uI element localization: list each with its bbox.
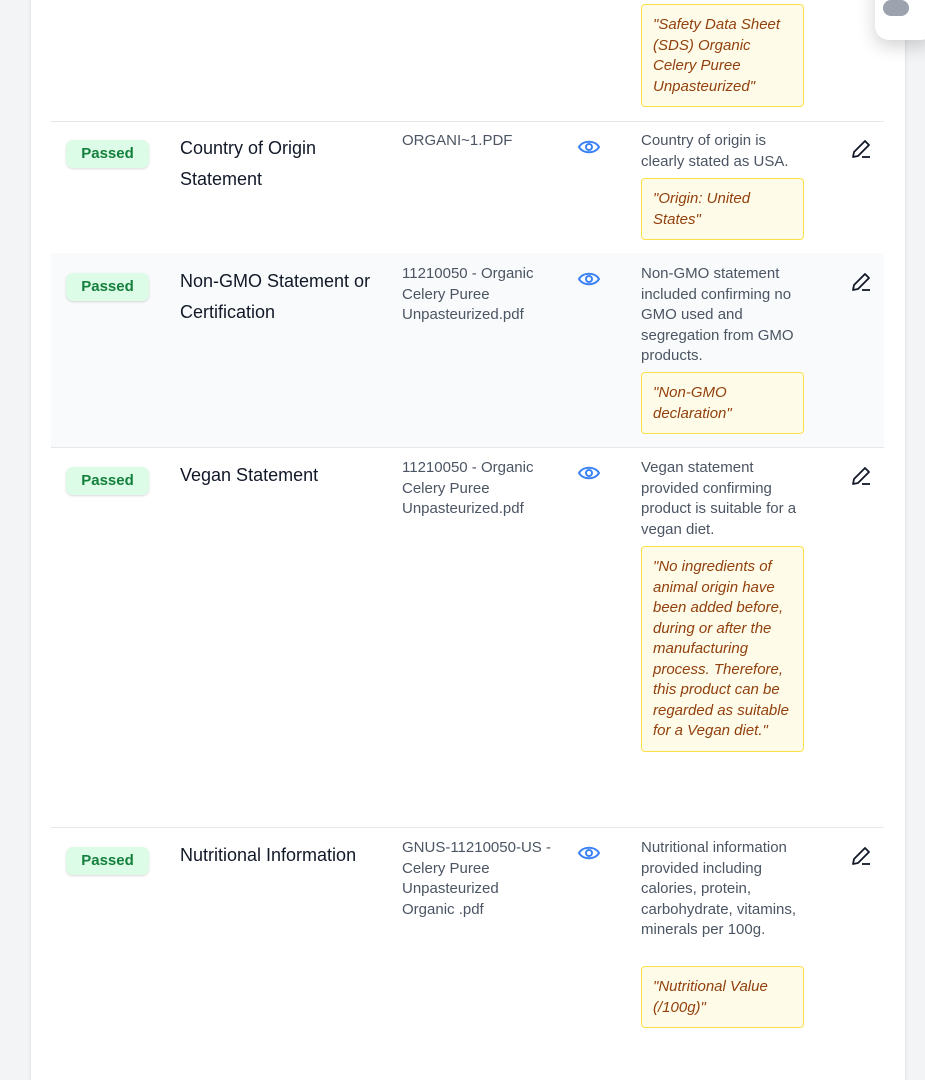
table-row <box>51 0 884 122</box>
table-row <box>51 253 884 448</box>
requirement-label: Nutritional Information <box>180 845 357 865</box>
eye-icon[interactable] <box>577 844 601 862</box>
eye-icon[interactable] <box>577 138 601 156</box>
table-row <box>51 827 884 1024</box>
pencil-icon[interactable] <box>850 465 872 487</box>
status-badge: Passed <box>66 847 149 875</box>
explanation-text: Country of origin is clearly stated as USA. <box>641 132 789 170</box>
eye-icon[interactable] <box>577 270 601 288</box>
evidence-quote: "Non-GMO declaration" <box>641 372 804 434</box>
requirement-label: Vegan Statement <box>180 465 319 485</box>
file-name: 11210050 - Organic Celery Puree Unpasteurized.pdf <box>402 459 534 517</box>
requirement-label: Country of Origin Statement <box>180 138 317 189</box>
evidence-quote: "Safety Data Sheet (SDS) Organic Celery Puree Unpasteurized" <box>641 4 804 107</box>
explanation-text: Nutritional information provided including calories, protein, carbohydrate, vitamins, minerals per 100g. <box>641 839 797 938</box>
pencil-icon[interactable] <box>850 845 872 867</box>
table-row <box>51 447 884 828</box>
evidence-quote: "Nutritional Value (/100g)" <box>641 966 804 1028</box>
explanation-text: Non-GMO statement included confirming no GMO used and segregation from GMO products. <box>641 265 794 364</box>
pencil-icon[interactable] <box>850 138 872 160</box>
table-row <box>51 121 884 254</box>
pencil-icon[interactable] <box>850 271 872 293</box>
file-name: ORGANI~1.PDF <box>402 132 513 149</box>
file-name: GNUS-11210050-US - Celery Puree Unpasteurized Organic .pdf <box>402 839 551 918</box>
file-name: 11210050 - Organic Celery Puree Unpasteurized.pdf <box>402 265 534 323</box>
evidence-quote: "Origin: United States" <box>641 178 804 240</box>
requirement-label: Non-GMO Statement or Certification <box>180 271 371 322</box>
status-badge: Passed <box>66 467 149 495</box>
chat-icon <box>883 0 909 16</box>
status-badge: Passed <box>66 273 149 301</box>
eye-icon[interactable] <box>577 464 601 482</box>
status-badge: Passed <box>66 140 149 168</box>
evidence-quote: "No ingredients of animal origin have been added before, during or after the manufacturing process. Therefore, this product can be regarded as suitable for a Vegan diet." <box>641 546 804 752</box>
explanation-text: Vegan statement provided confirming product is suitable for a vegan diet. <box>641 459 797 538</box>
